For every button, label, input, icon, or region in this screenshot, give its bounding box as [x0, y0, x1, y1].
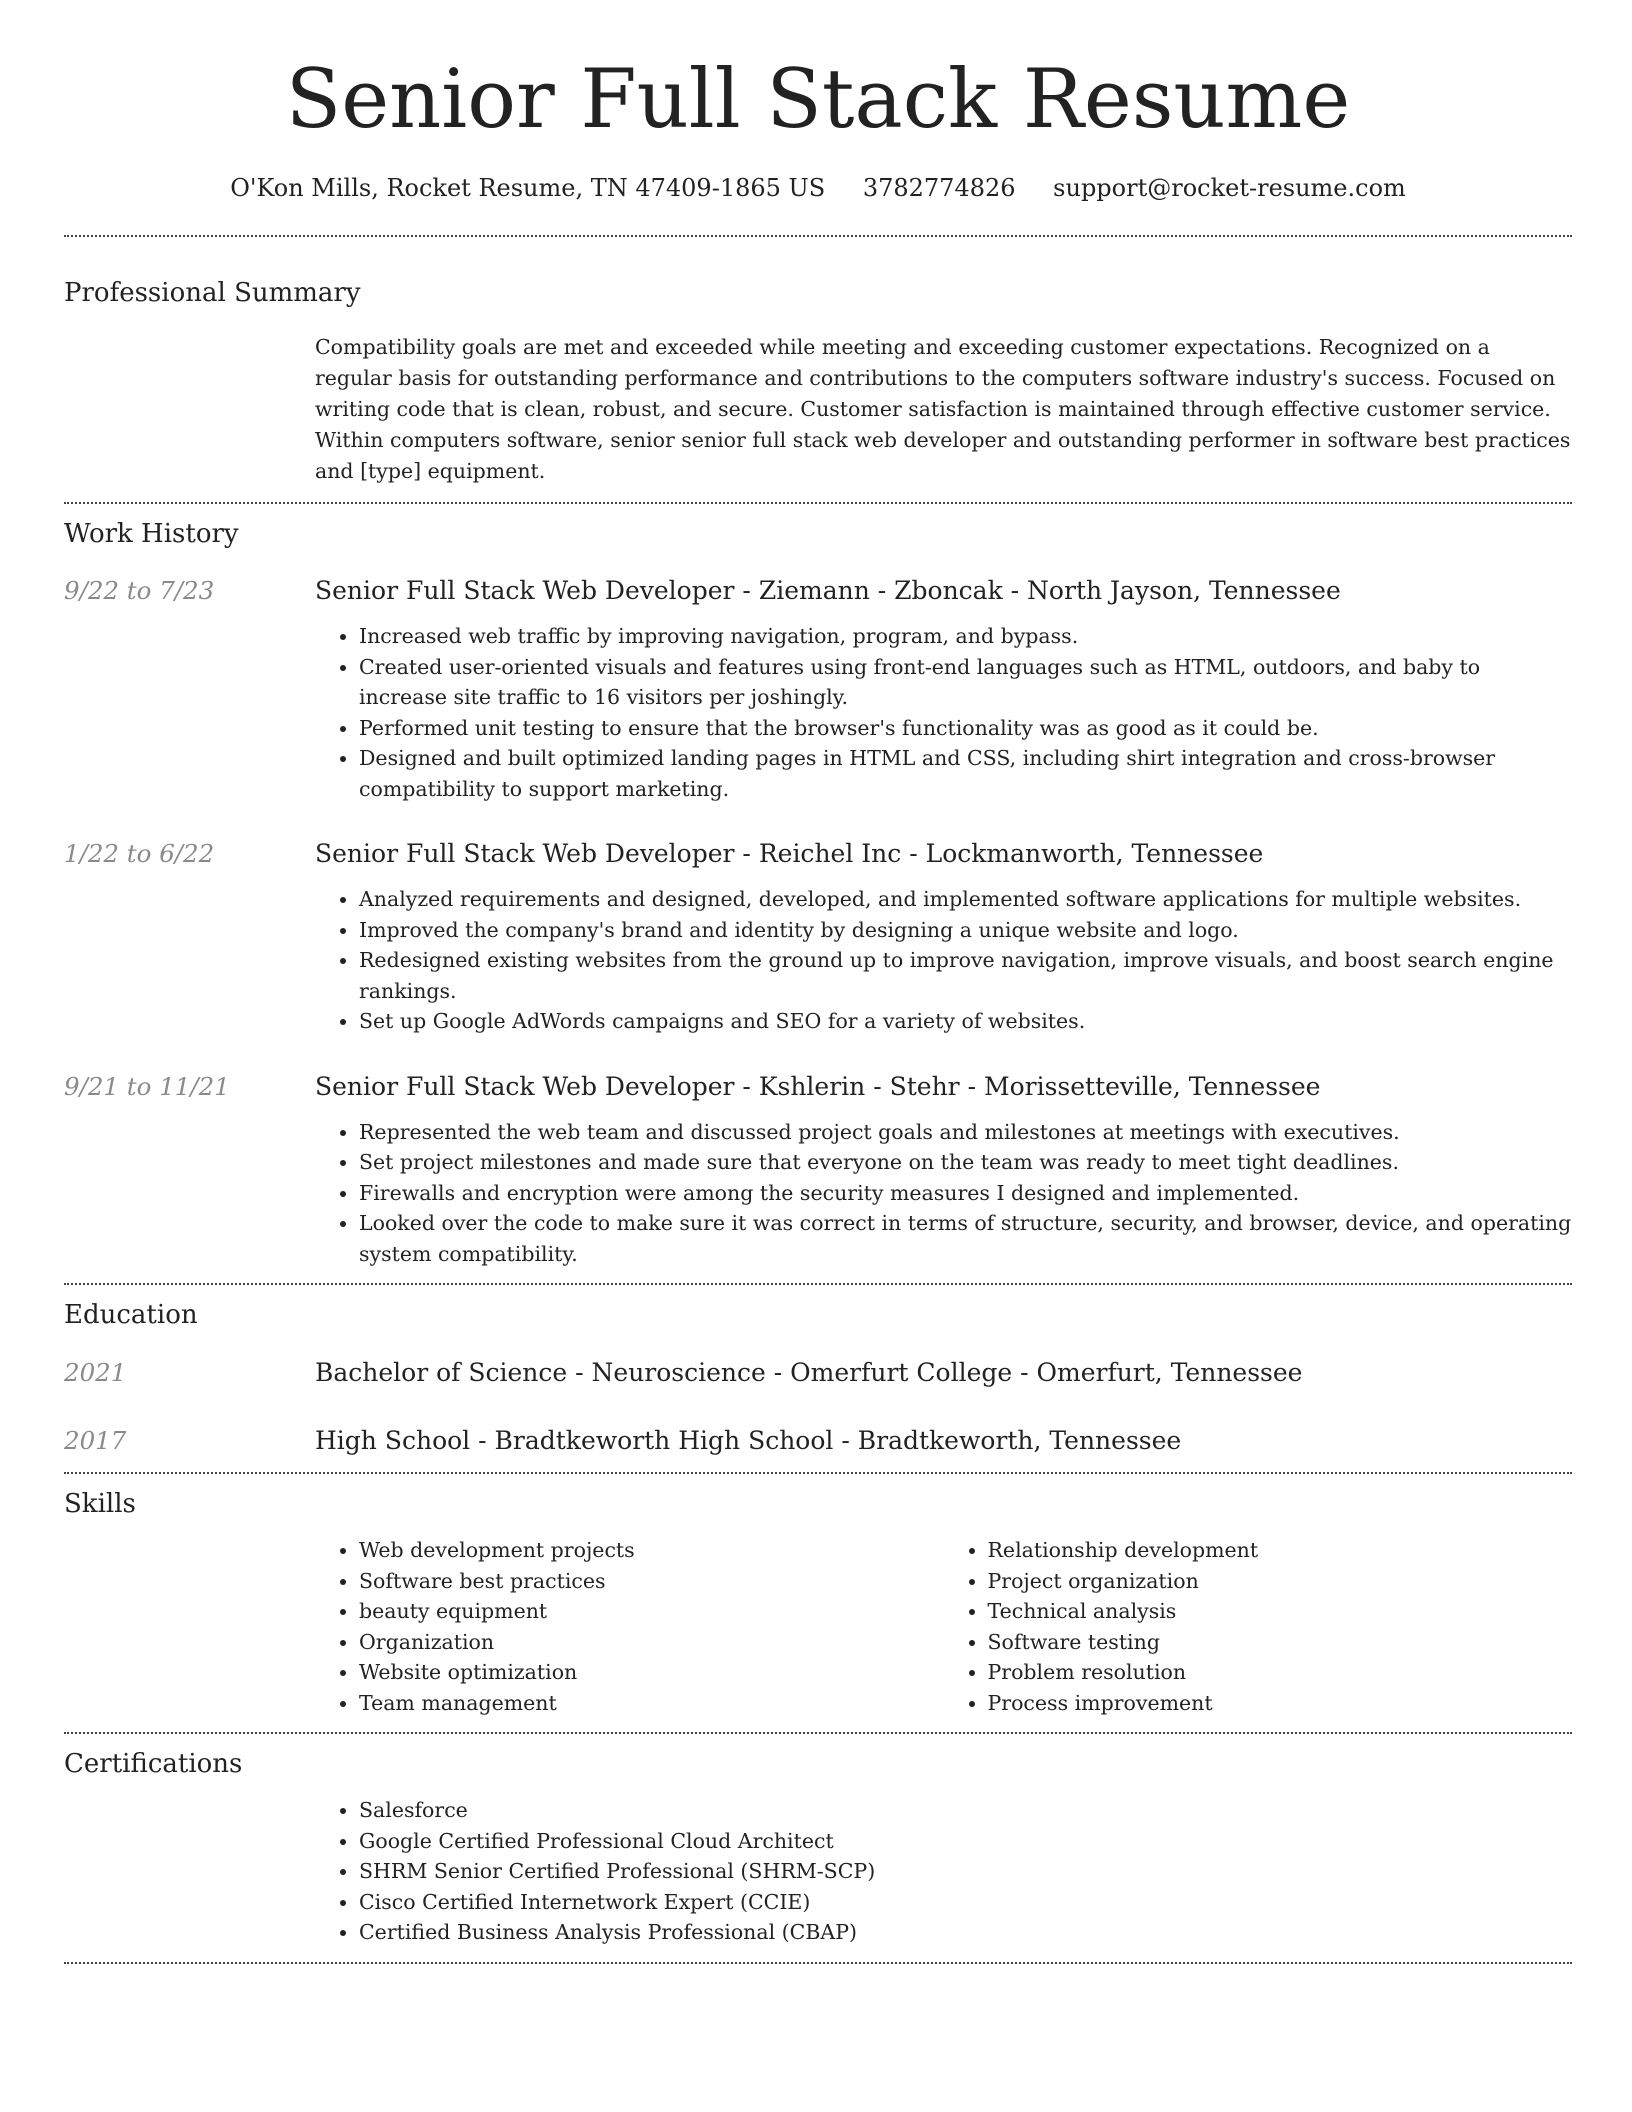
education-year: 2017 — [64, 1426, 127, 1455]
skill-item: • beauty equipment — [359, 1596, 944, 1627]
job-bullet: • Represented the web team and discussed project goals and milestones at meetings with executives. — [359, 1117, 1572, 1148]
skill-item: • Problem resolution — [988, 1657, 1573, 1688]
job-bullet: • Looked over the code to make sure it was correct in terms of structure, security, and browser, device, and operating system compatibility. — [359, 1208, 1572, 1269]
certification-item: • Cisco Certified Internetwork Expert (CCIE) — [359, 1887, 1572, 1918]
summary-text: Compatibility goals are met and exceeded while meeting and exceeding customer expectations. Recognized on a regular basis for outstanding performance and contributions to the computers software industry's success. Focused on writing code that is clean, robust, and secure. Customer satisfaction is maintained through effective customer service. Within computers software, senior senior full stack web developer and outstanding performer in software best practices and [type] equipment. — [315, 335, 1571, 483]
education-title: Bachelor of Science - Neuroscience - Omerfurt College - Omerfurt, Tennessee — [315, 1358, 1303, 1387]
certifications-list — [315, 1795, 1572, 1948]
education-divider — [64, 1472, 1572, 1474]
education-title: High School - Bradtkeworth High School - Bradtkeworth, Tennessee — [315, 1426, 1182, 1455]
skills-grid — [315, 1535, 1572, 1718]
summary-section — [64, 276, 1572, 487]
skill-item: • Project organization — [988, 1566, 1573, 1597]
job-bullets — [315, 884, 1572, 1037]
certifications-heading: Certifications — [64, 1749, 243, 1779]
skills-heading: Skills — [64, 1489, 136, 1519]
job-bullet: • Set up Google AdWords campaigns and SEO for a variety of websites. — [359, 1006, 1572, 1037]
summary-heading: Professional Summary — [64, 278, 361, 308]
certifications-content — [315, 1795, 1572, 1948]
skill-item: • Web development projects — [359, 1535, 944, 1566]
work-history-heading: Work History — [64, 519, 239, 549]
education-heading: Education — [64, 1300, 198, 1330]
job-bullet: • Improved the company's brand and identity by designing a unique website and logo. — [359, 915, 1572, 946]
job-bullet: • Redesigned existing websites from the ground up to improve navigation, improve visuals, and boost search engine rankings. — [359, 945, 1572, 1006]
certifications-divider — [64, 1962, 1572, 1964]
job-dates: 1/22 to 6/22 — [64, 839, 215, 868]
summary-divider — [64, 502, 1572, 504]
contact-line — [64, 172, 1572, 204]
skill-item: • Process improvement — [988, 1688, 1573, 1719]
resume-page — [64, 0, 1572, 1964]
job-bullet: • Analyzed requirements and designed, developed, and implemented software applications for multiple websites. — [359, 884, 1572, 915]
job-bullet: • Increased web traffic by improving navigation, program, and bypass. — [359, 621, 1572, 652]
job-bullet: • Designed and built optimized landing pages in HTML and CSS, including shirt integration and cross-browser compatibility to support marketing. — [359, 743, 1572, 804]
skill-item: • Software best practices — [359, 1566, 944, 1597]
job-title: Senior Full Stack Web Developer - Ziemann - Zboncak - North Jayson, Tennessee — [315, 576, 1341, 605]
job-title: Senior Full Stack Web Developer - Kshlerin - Stehr - Morissetteville, Tennessee — [315, 1071, 1321, 1101]
work-history-section — [64, 517, 1572, 1269]
skills-list-left — [315, 1535, 944, 1718]
skills-list-right — [944, 1535, 1573, 1718]
certification-item: • SHRM Senior Certified Professional (SHRM-SCP) — [359, 1856, 1572, 1887]
job-bullet: • Firewalls and encryption were among the security measures I designed and implemented. — [359, 1178, 1572, 1209]
education-section — [64, 1298, 1572, 1458]
certifications-section — [64, 1747, 1572, 1948]
education-year: 2021 — [64, 1358, 127, 1387]
job-bullet: • Created user-oriented visuals and features using front-end languages such as HTML, outdoors, and baby to increase site traffic to 16 visitors per joshingly. — [359, 652, 1572, 713]
certification-item: • Salesforce — [359, 1795, 1572, 1826]
skill-item: • Organization — [359, 1627, 944, 1658]
job-bullet: • Performed unit testing to ensure that the browser's functionality was as good as it could be. — [359, 713, 1572, 744]
job-bullets — [315, 1117, 1572, 1270]
job-entry — [64, 837, 1572, 1037]
job-title: Senior Full Stack Web Developer - Reichel Inc - Lockmanworth, Tennessee — [315, 839, 1264, 868]
education-entry — [64, 1356, 1572, 1390]
job-bullet: • Set project milestones and made sure that everyone on the team was ready to meet tight deadlines. — [359, 1147, 1572, 1178]
skill-item: • Team management — [359, 1688, 944, 1719]
skills-section — [64, 1487, 1572, 1718]
skill-item: • Relationship development — [988, 1535, 1573, 1566]
contact-email: support@rocket-resume.com — [1053, 174, 1406, 202]
job-bullets — [315, 621, 1572, 804]
job-entry — [64, 1070, 1572, 1270]
work-divider — [64, 1283, 1572, 1285]
education-entry — [64, 1424, 1572, 1458]
skills-divider — [64, 1732, 1572, 1734]
job-entry — [64, 574, 1572, 804]
certification-item: • Google Certified Professional Cloud Architect — [359, 1826, 1572, 1857]
skill-item: • Software testing — [988, 1627, 1573, 1658]
skill-item: • Website optimization — [359, 1657, 944, 1688]
header-divider — [64, 235, 1572, 237]
resume-title: Senior Full Stack Resume — [285, 53, 1351, 147]
summary-content — [315, 332, 1572, 487]
contact-phone: 3782774826 — [862, 174, 1016, 202]
job-dates: 9/21 to 11/21 — [64, 1071, 230, 1101]
job-dates: 9/22 to 7/23 — [64, 576, 215, 605]
contact-address: O'Kon Mills, Rocket Resume, TN 47409-1865 US — [230, 174, 826, 202]
certification-item: • Certified Business Analysis Professional (CBAP) — [359, 1917, 1572, 1948]
skill-item: • Technical analysis — [988, 1596, 1573, 1627]
